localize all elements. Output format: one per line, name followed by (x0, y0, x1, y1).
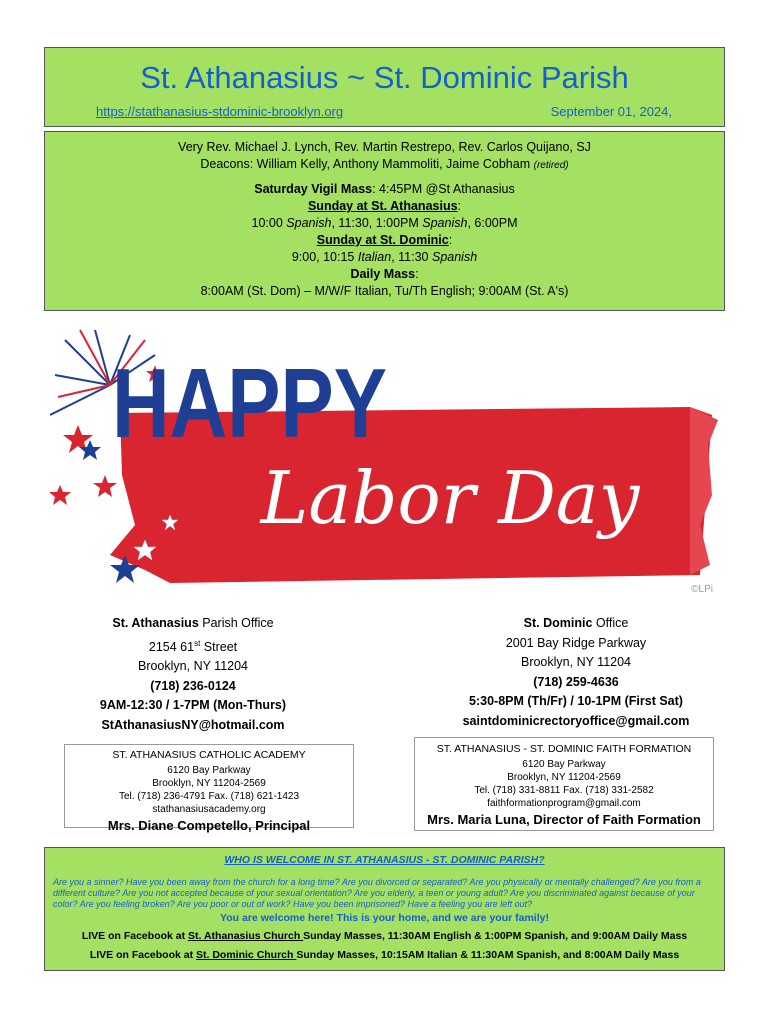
vigil-mass-line: Saturday Vigil Mass: 4:45PM @St Athanasius (254, 182, 515, 196)
daily-mass-times: 8:00AM (St. Dom) – M/W/F Italian, Tu/Th English; 9:00AM (St. A's) (200, 284, 569, 298)
welcome-paragraph: Are you a sinner? Have you been away from the church for a long time? Are you divorced or separated? Are you physically or mentally challenged? Are you from a different culture? Are you not accepted because of your sexual orientation? Are you elderly, a teen or young adult? Are you discriminated against because of your color? Are you feeling broken? Are you poor or out of work? Have you been imprisoned? Have a feeling you are left out? (53, 877, 701, 909)
sunday-athanasius-times: 10:00 Spanish, 11:30, 1:00PM Spanish, 6:00PM (251, 216, 518, 230)
deacons-line: Deacons: William Kelly, Anthony Mammoliti, Jaime Cobham (retired) (200, 157, 569, 171)
academy-city: Brooklyn, NY 11204-2569 (152, 778, 266, 789)
office-email[interactable]: StAthanasiusNY@hotmail.com (101, 717, 285, 732)
office-email[interactable]: saintdominicrectoryoffice@gmail.com (462, 713, 690, 728)
livestream-dominic: LIVE on Facebook at St. Dominic Church Sunday Masses, 10:15AM Italian & 11:30AM Spanish, and 8:00AM Daily Mass (89, 949, 680, 961)
retired-note: (retired) (533, 160, 569, 171)
st-dominic-office: St. Dominic Office 2001 Bay Ridge Parkway Brooklyn, NY 11204 (718) 259-4636 5:30-8PM (Th/Fr) / 10-1PM (First Sat) saintdominicrectoryoffice@gmail.com (426, 614, 726, 731)
office-city: Brooklyn, NY 11204 (520, 655, 632, 669)
mass-schedule-box (44, 131, 725, 311)
daily-mass-heading: Daily Mass: (350, 267, 419, 281)
clergy-line: Very Rev. Michael J. Lynch, Rev. Martin Restrepo, Rev. Carlos Quijano, SJ (178, 140, 591, 154)
academy-box (64, 744, 354, 833)
office-name: St. Dominic (523, 616, 593, 630)
welcome-question: WHO IS WELCOME IN ST. ATHANASIUS - ST. DOMINIC PARISH? (224, 854, 545, 866)
parish-title: St. Athanasius ~ St. Dominic Parish (140, 60, 629, 95)
office-city: Brooklyn, NY 11204 (137, 659, 249, 674)
welcome-box (44, 847, 725, 971)
st-athanasius-office: St. Athanasius Parish Office 2154 61st Street Brooklyn, NY 11204 (718) 236-0124 9AM-12:30 / 1-7PM (Mon-Thurs) StAthanasiusNY@hotmail.com (43, 614, 343, 735)
office-phone: (718) 236-0124 (150, 678, 236, 693)
academy-principal: Mrs. Diane Competello, Principal (107, 818, 311, 833)
facebook-dominic-link[interactable]: St. Dominic Church (196, 949, 297, 961)
welcome-line: You are welcome here! This is your home, and we are your family! (220, 912, 549, 924)
sunday-dominic-heading: Sunday at St. Dominic: (316, 233, 453, 247)
sunday-dominic-times: 9:00, 10:15 Italian, 11:30 Spanish (291, 250, 478, 264)
facebook-athanasius-link[interactable]: St. Athanasius Church (188, 930, 304, 942)
parish-website-link[interactable]: https://stathanasius-stdominic-brooklyn.org (96, 104, 344, 119)
livestream-info (45, 927, 724, 965)
faith-formation-box (414, 737, 714, 831)
academy-phones: Tel. (718) 236-4791 Fax. (718) 621-1423 (118, 791, 300, 802)
sunday-athanasius-heading: Sunday at St. Athanasius: (307, 199, 462, 213)
header-box (44, 47, 725, 127)
office-hours: 9AM-12:30 / 1-7PM (Mon-Thurs) (99, 698, 287, 713)
happy-text: HAPPY (112, 348, 387, 458)
office-hours: 5:30-8PM (Th/Fr) / 10-1PM (First Sat) (469, 694, 683, 708)
office-name: St. Athanasius (112, 616, 199, 630)
ff-phones: Tel. (718) 331-8811 Fax. (718) 331-2582 (474, 785, 654, 796)
academy-street: 6120 Bay Parkway (167, 765, 251, 776)
ff-street: 6120 Bay Parkway (522, 759, 606, 770)
office-phone: (718) 259-4636 (533, 674, 619, 689)
office-street: 2001 Bay Ridge Parkway (505, 635, 647, 650)
ff-director: Mrs. Maria Luna, Director of Faith Formation (427, 812, 701, 827)
faith-formation-heading: ST. ATHANASIUS - ST. DOMINIC FAITH FORMATION (436, 743, 692, 755)
ff-city: Brooklyn, NY 11204-2569 (507, 772, 621, 783)
image-credit: ©LPi (691, 584, 713, 595)
livestream-athanasius: LIVE on Facebook at St. Athanasius Church Sunday Masses, 11:30AM English & 1:00PM Spanish, and 9:00AM Daily Mass (81, 930, 688, 942)
labor-day-text: Labor Day (260, 456, 640, 540)
academy-website[interactable]: stathanasiusacademy.org (152, 804, 266, 815)
office-street: 2154 61st Street (148, 638, 238, 654)
happy-labor-day-banner (50, 325, 720, 600)
ff-email[interactable]: faithformationprogram@gmail.com (487, 798, 641, 809)
bulletin-date: September 01, 2024, (550, 104, 672, 119)
academy-heading: ST. ATHANASIUS CATHOLIC ACADEMY (112, 749, 306, 761)
